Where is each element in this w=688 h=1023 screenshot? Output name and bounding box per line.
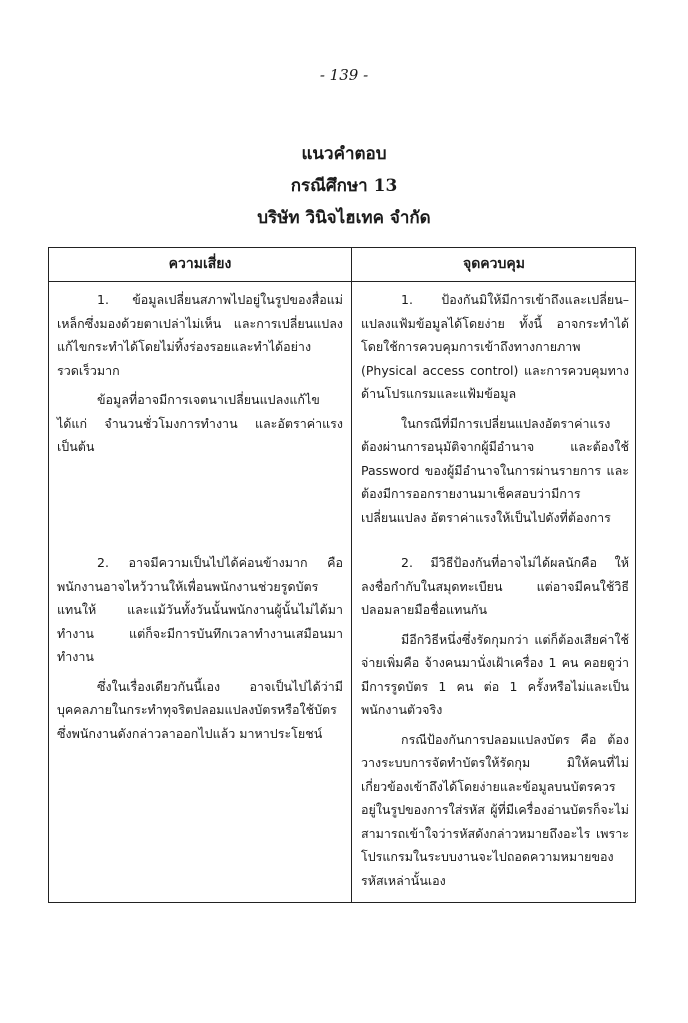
- row-1-risk-cell: [57, 288, 343, 459]
- row-2-risk-paragraph-1: 2. อาจมีความเป็นไปได้ค่อนข้างมาก คือ พนักงานอาจไหว้วานให้เพื่อนพนักงานช่วยรูดบัตรแทนให้ และแม้วันทั้งวันนั้นพนักงานผู้นั้นไม่ได้มาทำงาน แต่ก็จะมีการบันทึกเวลาทำงานเสมือนมาทำงาน: [57, 555, 343, 664]
- row-1-risk-paragraph-1: 1. ข้อมูลเปลี่ยนสภาพไปอยู่ในรูปของสื่อแม่เหล็กซึ่งมองด้วยตาเปล่าไม่เห็น และการเปลี่ยนแปลงแก้ไขกระทำได้โดยไม่ทิ้งร่องรอยและทำได้อย่างรวดเร็วมาก: [57, 292, 343, 378]
- row-2-control-paragraph-1: 2. มีวิธีป้องกันที่อาจไม่ได้ผลนักคือ ให้ลงชื่อกำกับในสมุดทะเบียน แต่อาจมีคนใช้วิธีปลอมลายมือชื่อแทนกัน: [361, 555, 629, 617]
- heading-answer-guide: แนวคำตอบ: [301, 144, 387, 164]
- row-2-control-paragraph-2: มีอีกวิธีหนึ่งซึ่งรัดกุมกว่า แต่ก็ต้องเสียค่าใช้จ่ายเพิ่มคือ จ้างคนมานั่งเฝ้าเครื่อง 1 คน คอยดูว่ามีการรูดบัตร 1 คน ต่อ 1 ครั้งหรือไม่และเป็นพนักงานตัวจริง: [361, 631, 629, 717]
- column-header-risk: ความเสี่ยง: [168, 256, 232, 272]
- header-rule: [49, 281, 635, 282]
- row-1-control-paragraph-1: 1. ป้องกันมิให้มีการเข้าถึงและเปลี่ยน–แปลงแฟ้มข้อมูลได้โดยง่าย ทั้งนี้ อาจกระทำได้โดยใช้การควบคุมการเข้าถึงทางกายภาพ (Physical access control) และการควบคุมทางด้านโปรแกรมและแฟ้มข้อมูล: [361, 292, 629, 401]
- column-divider: [351, 248, 352, 902]
- row-1-control-cell: [361, 288, 629, 529]
- document-heading: [0, 138, 688, 234]
- row-2-risk-paragraph-2: ซึ่งในเรื่องเดียวกันนี้เอง อาจเป็นไปได้ว่ามีบุคคลภายในกระทำทุจริตปลอมแปลงบัตรหรือใช้บัตรซึ่งพนักงานดังกล่าวลาออกไปแล้ว มาหาประโยชน์: [57, 678, 343, 741]
- row-2-risk-cell: [57, 551, 343, 745]
- row-2-control-paragraph-3: กรณีป้องกันการปลอมแปลงบัตร คือ ต้องวางระบบการจัดทำบัตรให้รัดกุม มิให้คนที่ไม่เกี่ยวข้องเข้าถึงได้โดยง่ายและข้อมูลบนบัตรควรอยู่ในรูปของการใส่รหัส ผู้ที่มีเครื่องอ่านบัตรก็จะไม่สามารถเข้าใจว่ารหัสดังกล่าวหมายถึงอะไร เพราะโปรแกรมในระบบงานจะไปถอดความหมายของรหัสเหล่านั้นเอง: [361, 731, 629, 888]
- column-header-control: จุดควบคุม: [462, 256, 525, 272]
- heading-case-study: กรณีศึกษา 13: [290, 176, 398, 196]
- row-1-risk-paragraph-2: ข้อมูลที่อาจมีการเจตนาเปลี่ยนแปลงแก้ไข ได้แก่ จำนวนชั่วโมงการทำงาน และอัตราค่าแรงเป็นต้น: [57, 392, 343, 454]
- heading-company: บริษัท วินิจไฮเทค จำกัด: [257, 208, 431, 228]
- page-number: - 139 -: [319, 66, 369, 84]
- row-1-control-paragraph-2: ในกรณีที่มีการเปลี่ยนแปลงอัตราค่าแรงต้องผ่านการอนุมัติจากผู้มีอำนาจ และต้องใช้ Password ของผู้มีอำนาจในการผ่านรายการ และต้องมีการออกรายงานมาเช็คสอบว่ามีการเปลี่ยนแปลง อัตราค่าแรงให้เป็นไปดังที่ต้องการ: [361, 415, 629, 525]
- risk-control-table: [48, 247, 636, 903]
- row-2-control-cell: [361, 551, 629, 892]
